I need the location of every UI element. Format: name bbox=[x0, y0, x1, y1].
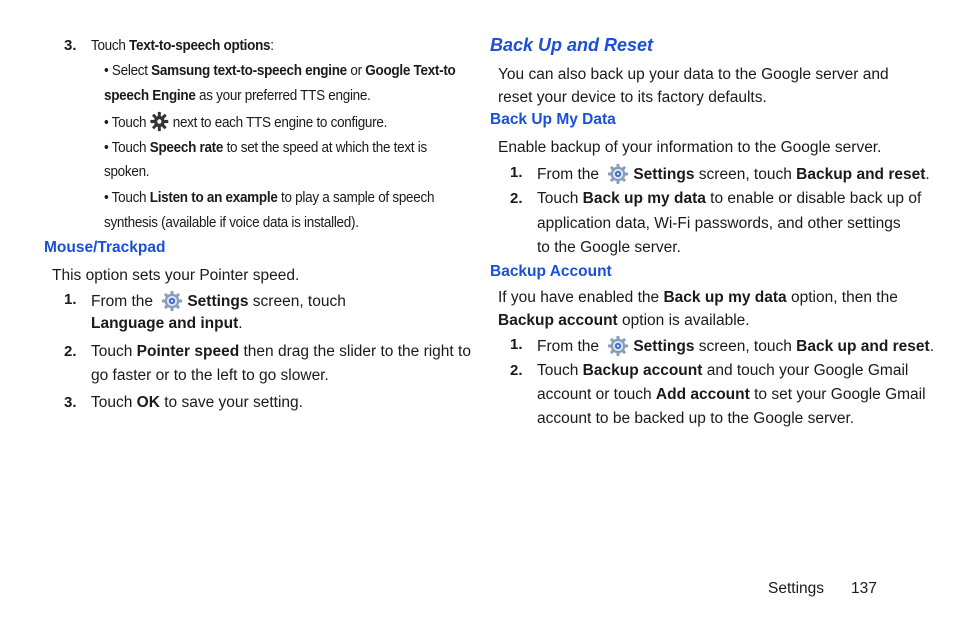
section-intro-cont bbox=[498, 311, 750, 331]
bold-term: Backup account bbox=[582, 362, 703, 379]
text: • Touch bbox=[104, 140, 150, 156]
text: Touch bbox=[91, 38, 130, 54]
step-text-cont: application data, Wi-Fi passwords, and other settings bbox=[537, 215, 901, 232]
text: If you have enabled the bbox=[498, 289, 664, 306]
step-text-cont bbox=[537, 385, 926, 405]
step-text-cont bbox=[91, 314, 243, 334]
section-heading-mouse-trackpad: Mouse/Trackpad bbox=[44, 239, 166, 256]
bold-term: Back up and reset bbox=[796, 338, 930, 355]
bold-term: Settings bbox=[187, 293, 249, 310]
settings-icon bbox=[607, 335, 629, 357]
text: option is available. bbox=[617, 312, 750, 329]
bold-term: Settings bbox=[633, 338, 695, 355]
bold-term: Listen to an example bbox=[149, 190, 278, 206]
step-text bbox=[537, 361, 908, 381]
text: . bbox=[925, 166, 930, 183]
text: • Touch bbox=[104, 115, 150, 131]
text: and touch your Google Gmail bbox=[702, 362, 909, 379]
text: . bbox=[929, 338, 934, 355]
bullet-item bbox=[104, 188, 434, 208]
bold-term: Samsung text-to-speech engine bbox=[151, 63, 347, 79]
section-heading-back-up-my-data: Back Up My Data bbox=[490, 111, 616, 128]
tts-step bbox=[64, 36, 77, 56]
step-text-cont: account to be backed up to the Google server. bbox=[537, 410, 855, 427]
bold-term: Speech rate bbox=[149, 140, 224, 156]
step-text bbox=[537, 163, 930, 185]
bold-term: speech Engine bbox=[104, 88, 196, 104]
text: From the bbox=[91, 293, 158, 310]
text: • Select bbox=[104, 63, 152, 79]
bullet-item-cont bbox=[104, 86, 371, 106]
step-text bbox=[537, 335, 934, 357]
text: screen, touch bbox=[248, 293, 346, 310]
bold-term: Backup and reset bbox=[796, 166, 926, 183]
text: screen, touch bbox=[694, 166, 797, 183]
step-text-cont: go faster or to the left to go slower. bbox=[91, 367, 329, 384]
text: screen, touch bbox=[694, 338, 797, 355]
text: From the bbox=[537, 166, 604, 183]
bullet-item bbox=[104, 138, 427, 158]
section-intro: Enable backup of your information to the Google server. bbox=[498, 139, 882, 156]
bold-term: Settings bbox=[633, 166, 695, 183]
section-intro bbox=[498, 288, 898, 308]
step-number: 2. bbox=[510, 190, 523, 207]
text: Touch bbox=[91, 343, 137, 360]
text: spoken. bbox=[104, 164, 150, 180]
bold-term: OK bbox=[136, 394, 160, 411]
text: to set your Google Gmail bbox=[749, 386, 926, 403]
step-text bbox=[91, 393, 303, 413]
step-number: 3. bbox=[64, 394, 77, 411]
text: as your preferred TTS engine. bbox=[195, 88, 371, 104]
text: . bbox=[238, 315, 243, 332]
step-text bbox=[537, 189, 921, 209]
settings-icon bbox=[607, 163, 629, 185]
section-heading-backup-account: Backup Account bbox=[490, 263, 612, 280]
text: account or touch bbox=[537, 386, 656, 403]
text: then drag the slider to the right to bbox=[239, 343, 471, 360]
bold-term: Back up my data bbox=[663, 289, 787, 306]
text: • Touch bbox=[104, 190, 150, 206]
bold-term: Backup account bbox=[498, 312, 618, 329]
bullet-item-cont bbox=[104, 162, 149, 182]
step-number: 2. bbox=[64, 343, 77, 360]
tts-step-text bbox=[91, 36, 274, 56]
text: to enable or disable back up of bbox=[705, 190, 922, 207]
bullet-item bbox=[104, 61, 456, 81]
text: synthesis (available if voice data is installed). bbox=[104, 215, 359, 231]
text: to set the speed at which the text is bbox=[223, 140, 427, 156]
text: : bbox=[270, 38, 274, 54]
text: Touch bbox=[537, 190, 583, 207]
text: next to each TTS engine to configure. bbox=[169, 115, 388, 131]
step-text-cont: to the Google server. bbox=[537, 239, 681, 256]
text: option, then the bbox=[786, 289, 898, 306]
gear-icon bbox=[150, 111, 170, 132]
step-text bbox=[91, 290, 346, 312]
section-intro-cont: reset your device to its factory defaults. bbox=[498, 89, 767, 106]
bold-term: Pointer speed bbox=[136, 343, 240, 360]
step-number: 1. bbox=[64, 291, 77, 308]
text: or bbox=[346, 63, 366, 79]
text: Touch bbox=[91, 394, 137, 411]
footer-section-name: Settings bbox=[768, 580, 825, 597]
text: From the bbox=[537, 338, 604, 355]
bold-term: Language and input bbox=[91, 315, 239, 332]
bullet-item-cont bbox=[104, 213, 359, 233]
page-number: 137 bbox=[851, 580, 877, 597]
step-number: 3. bbox=[64, 37, 77, 54]
section-intro: This option sets your Pointer speed. bbox=[52, 267, 300, 284]
text: to play a sample of speech bbox=[277, 190, 435, 206]
text: Touch bbox=[537, 362, 583, 379]
text: to save your setting. bbox=[159, 394, 303, 411]
bold-term: Google Text-to bbox=[365, 63, 456, 79]
bold-term: Add account bbox=[655, 386, 750, 403]
step-number: 2. bbox=[510, 362, 523, 379]
page-title: Back Up and Reset bbox=[490, 35, 654, 55]
step-number: 1. bbox=[510, 336, 523, 353]
bold-term: Back up my data bbox=[582, 190, 706, 207]
bold-term: Text-to-speech options bbox=[129, 38, 271, 54]
section-intro: You can also back up your data to the Google server and bbox=[498, 66, 889, 83]
step-number: 1. bbox=[510, 164, 523, 181]
settings-icon bbox=[161, 290, 183, 312]
step-text bbox=[91, 342, 471, 362]
bullet-item bbox=[104, 111, 387, 133]
